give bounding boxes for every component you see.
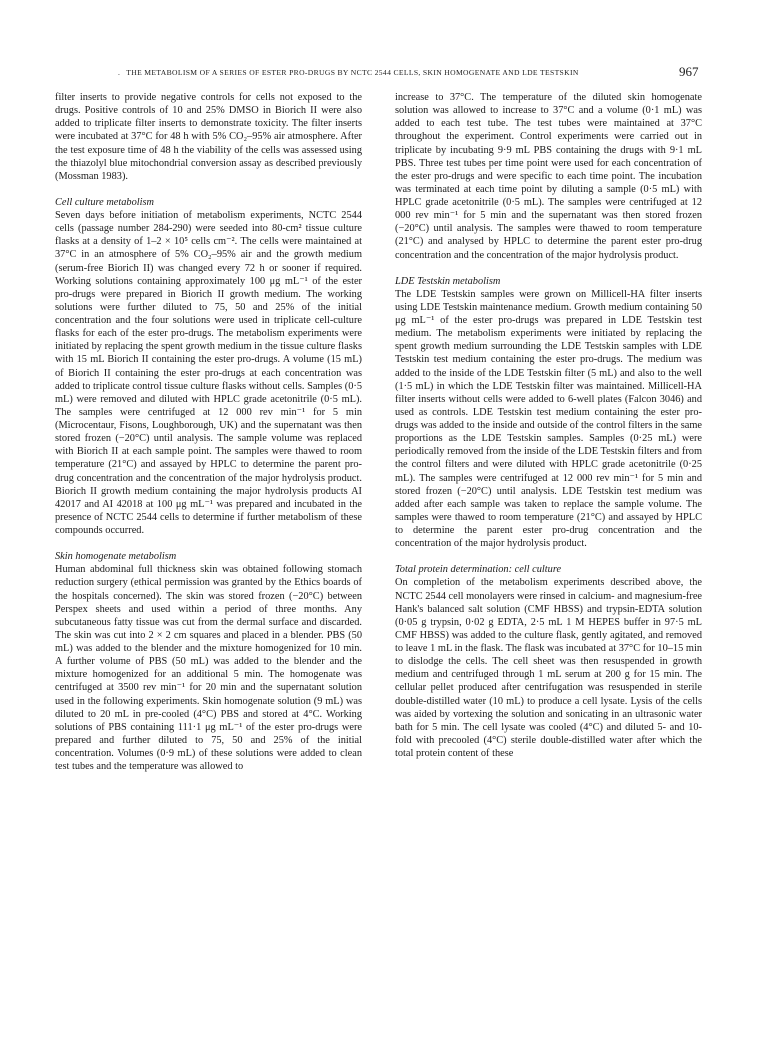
section-heading-cell-culture: Cell culture metabolism: [55, 196, 155, 208]
page-number: 967: [679, 64, 699, 79]
paragraph-intro-continued: filter inserts to provide negative controls for cells not exposed to the drugs. Positive controls of 10 and 25% DMSO in Biorich II were also added to triplicate filter inserts to demonstrate toxicity. The filter inserts were incubated at 37°C for 48 h with 5% CO₂–95% air atmosphere. After the test exposure time of 48 h the viability of the cells was assessed using the thiazolyl blue mitochondrial conversion assay as described previously (Mossman 1983).: [55, 92, 362, 182]
running-head: [118, 68, 718, 77]
paragraph-cell-culture: Seven days before initiation of metabolism experiments, NCTC 2544 cells (passage number 284-290) were seeded into 80-cm² tissue culture flasks at a density of 1–2 × 10⁵ cells cm⁻². The cells were maintained at 37°C in an atmosphere of 5% CO₂–95% air and the growth medium (serum-free Biorich II) was changed every 72 h or sooner if required. Working solutions containing approximately 100 μg mL⁻¹ of the ester pro-drugs were prepared in Biorich II growth medium. The working solutions were further diluted to 75, 50 and 25% of the initial concentration and the four solutions were used in triplicate cell-culture flasks for each of the ester pro-drugs. The metabolism experiments were initiated by replacing the spent growth medium in the tissue culture flasks with 15 mL Biorich II containing the ester pro-drugs. A volume (15 mL) of Biorich II containing the ester pro-drugs at each concentration was added to triplicate control tissue culture flasks without cells. Samples (0·5 mL) were removed and diluted with HPLC grade acetonitrile (0·5 mL). The samples were centrifuged at 12 000 rev min⁻¹ for 5 min (Microcentaur, Fisons, Loughborough, UK) and the supernatant was then stored frozen (−20°C) until analysis. The sample volume was replaced with Biorich II at each sample point. The samples were thawed to room temperature (21°C) and assayed by HPLC to determine the parent pro-drug concentration and the concentration of the major hydrolysis product. Biorich II growth medium containing the major hydrolysis products AI 42017 and AI 42018 at 100 μg mL⁻¹ was prepared and incubated in the presence of NCTC 2544 cells to determine if further metabolism of these compounds occurred.: [55, 210, 362, 536]
paragraph-skin-homogenate: Human abdominal full thickness skin was obtained following stomach reduction surgery (ethical permission was granted by the Ethics boards of the hospitals concerned). The skin was stored frozen (−20°C) between Perspex sheets and used within a period of three months. Any subcutaneous fatty tissue was cut from the dermal surface and discarded. The skin was cut into 2 × 2 cm squares and placed in a blender. PBS (50 mL) was added to the blender and the mixture homogenized for 10 min. A further volume of PBS (50 mL) was added to the blender and the mixture homogenized for an additional 5 min. The homogenate was centrifuged at 3500 rev min⁻¹ for 20 min and the supernatant solution used in the following experiments. Skin homogenate solution (9 mL) was diluted to 20 mL in pre-cooled (4°C) PBS and stored at 4°C. Working solutions of PBS containing 111·1 μg mL⁻¹ of the ester pro-drugs were prepared and further diluted to 75, 50 and 25% of the initial concentration. Volumes (0·9 mL) of these solutions were added to clean test tubes and the temperature was allowed to: [55, 564, 362, 773]
section-heading-skin-homogenate: Skin homogenate metabolism: [55, 551, 177, 563]
running-title: THE METABOLISM OF A SERIES OF ESTER PRO-DRUGS BY NCTC 2544 CELLS, SKIN HOMOGENATE AND LDE TESTSKIN: [126, 68, 579, 77]
section-heading-lde-testskin: LDE Testskin metabolism: [395, 275, 501, 287]
left-column: [55, 91, 362, 773]
paragraph-lde-testskin: The LDE Testskin samples were grown on Millicell-HA filter inserts using LDE Testskin maintenance medium. Growth medium containing 50 μg mL⁻¹ of the ester pro-drugs was prepared in LDE Testskin test medium. The metabolism experiments were initiated by replacing the spent growth medium surrounding the LDE Testskin samples with LDE Testskin test medium containing the ester pro-drugs. The medium was added to the inside of the LDE Testskin filter (5 mL) and also to the well (1·5 mL) in which the LDE Testskin filter was maintained. Millicell-HA filter inserts without cells were added to 6-well plates (Falcon 3046) and used as controls. LDE Testskin test medium containing the ester pro-drugs was added to the inside and outside of the control filters in the same proportions as the LDE Testskin samples. Samples (0·25 mL) were periodically removed from the inside of the LDE Testskin filters and from the control filters and were diluted with HPLC grade acetonitrile (0·25 mL). The samples were centrifuged at 12 000 rev min⁻¹ for 5 min and stored frozen (−20°C) until analysis. LDE Testskin test medium was added after each sample was taken to replace the sample volume. The samples were thawed to room temperature (21°C) and assayed by HPLC to determine the parent ester pro-drug concentration and the concentration of the major hydrolysis product.: [395, 288, 702, 550]
running-head-dot: .: [118, 68, 121, 77]
paragraph-skin-continued: increase to 37°C. The temperature of the diluted skin homogenate solution was allowed to increase to 37°C and a volume (0·1 mL) was added to each test tube. The test tubes were maintained at 37°C throughout the experiment. Control experiments were carried out in triplicate by incubating 9·9 mL PBS containing the drugs with 9·1 mL PBS. Three test tubes per time point were used for each concentration of the ester pro-drugs and were specific to each time point. The incubation was terminated at each time point by diluting a sample (0·5 mL) with HPLC grade acetonitrile (0·5 mL). The samples were centrifuged at 12 000 rev min⁻¹ for 5 min and the supernatant was then stored frozen (−20°C) until analysis. The samples were thawed to room temperature (21°C) and analysed by HPLC to determine the parent ester pro-drug concentration and the concentration of the major hydrolysis product.: [395, 92, 702, 261]
right-column: [395, 91, 702, 760]
paragraph-total-protein: On completion of the metabolism experiments described above, the NCTC 2544 cell monolayers were rinsed in calcium- and magnesium-free Hank's balanced salt solution (CMF HBSS) and trypsin-EDTA solution (0·05 g trypsin, 0·02 g EDTA, 2·5 mL 1 M HEPES buffer in 97·5 mL CMF HBSS) was added to the culture flask, gently agitated, and removed to leave 1 mL in the flask. The flask was incubated at 37°C for 10–15 min to dislodge the cells. The cell sheet was then resuspended in growth medium and centrifuged through 1 mL serum at 200 g for 15 min. The cellular pellet produced after centrifugation was resuspended in sterile double-distilled water (10 mL) to produce a cell lysate. Lysis of the cells was aided by vortexing the solution and sonicating in an ultrasonic water bath for 5 min. The cell lysate was cooled (4°C) and diluted 5- and 10-fold with precooled (4°C) sterile double-distilled water after which the total protein content of these: [395, 577, 702, 759]
section-heading-total-protein: Total protein determination: cell culture: [395, 564, 562, 576]
